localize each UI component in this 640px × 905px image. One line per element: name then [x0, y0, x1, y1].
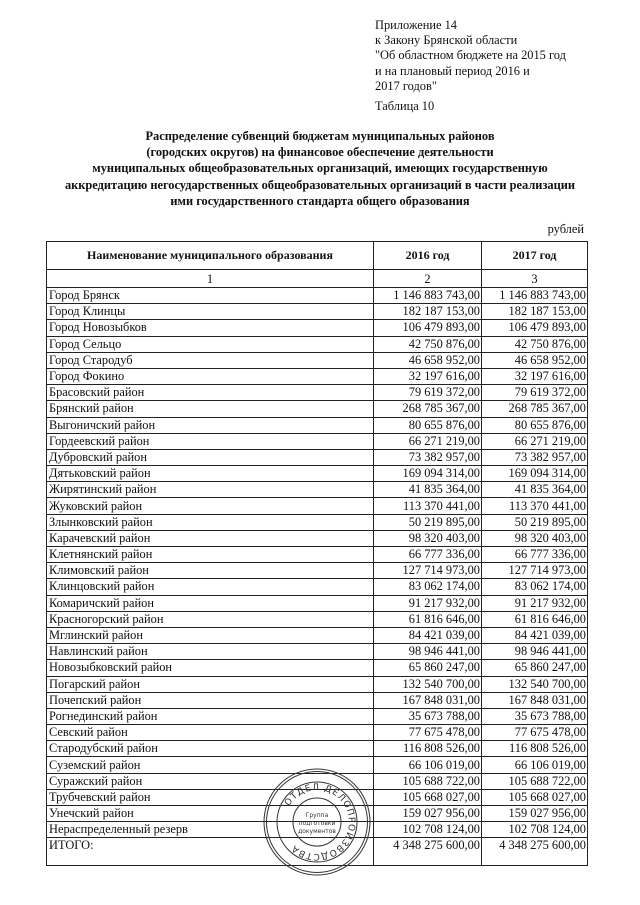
value-2016: 66 271 219,00 — [374, 433, 482, 449]
total-row — [47, 838, 588, 866]
value-2016: 1 146 883 743,00 — [374, 288, 482, 304]
table-row — [47, 449, 588, 465]
value-2016: 105 688 722,00 — [374, 773, 482, 789]
municipality-name: Город Брянск — [47, 288, 374, 304]
value-2016: 83 062 174,00 — [374, 579, 482, 595]
header-2017: 2017 год — [482, 242, 588, 270]
table-row — [47, 530, 588, 546]
value-2017: 116 808 526,00 — [482, 741, 588, 757]
value-2017: 84 421 039,00 — [482, 627, 588, 643]
municipality-name: Рогнединский район — [47, 708, 374, 724]
value-2017: 73 382 957,00 — [482, 449, 588, 465]
table-row — [47, 547, 588, 563]
value-2016: 182 187 153,00 — [374, 304, 482, 320]
stamp-center-line: подготовки — [298, 820, 336, 827]
municipality-name: Выгоничский район — [47, 417, 374, 433]
value-2016: 41 835 364,00 — [374, 482, 482, 498]
municipality-name: Комаричский район — [47, 595, 374, 611]
table-row — [47, 757, 588, 773]
municipality-name: Стародубский район — [47, 741, 374, 757]
value-2016: 4 348 275 600,00 — [374, 838, 482, 866]
appendix-line: к Закону Брянской области — [375, 33, 518, 48]
value-2017: 35 673 788,00 — [482, 708, 588, 724]
stamp-center-line: Группа — [305, 812, 329, 819]
value-2017: 50 219 895,00 — [482, 514, 588, 530]
table-row — [47, 417, 588, 433]
table-row — [47, 741, 588, 757]
value-2017: 98 946 441,00 — [482, 644, 588, 660]
value-2017: 41 835 364,00 — [482, 482, 588, 498]
value-2016: 61 816 646,00 — [374, 611, 482, 627]
municipality-name: Город Фокино — [47, 368, 374, 384]
municipality-name: Злынковский район — [47, 514, 374, 530]
table-row — [47, 482, 588, 498]
value-2016: 73 382 957,00 — [374, 449, 482, 465]
table-row — [47, 708, 588, 724]
table-row — [47, 288, 588, 304]
value-2017: 32 197 616,00 — [482, 368, 588, 384]
table-row — [47, 660, 588, 676]
value-2017: 66 106 019,00 — [482, 757, 588, 773]
value-2016: 32 197 616,00 — [374, 368, 482, 384]
table-row — [47, 433, 588, 449]
appendix-header — [375, 18, 566, 114]
municipality-name: Город Сельцо — [47, 336, 374, 352]
column-number: 2 — [374, 270, 482, 288]
municipality-name: Клетнянский район — [47, 547, 374, 563]
value-2017: 61 816 646,00 — [482, 611, 588, 627]
value-2017: 127 714 973,00 — [482, 563, 588, 579]
value-2016: 167 848 031,00 — [374, 692, 482, 708]
value-2016: 42 750 876,00 — [374, 336, 482, 352]
municipality-name: Гордеевский район — [47, 433, 374, 449]
table-row — [47, 466, 588, 482]
column-number: 1 — [47, 270, 374, 288]
value-2017: 98 320 403,00 — [482, 530, 588, 546]
municipality-name: Красногорский район — [47, 611, 374, 627]
value-2016: 66 777 336,00 — [374, 547, 482, 563]
value-2016: 268 785 367,00 — [374, 401, 482, 417]
value-2016: 102 708 124,00 — [374, 822, 482, 838]
table-row — [47, 336, 588, 352]
value-2017: 4 348 275 600,00 — [482, 838, 588, 866]
value-2016: 80 655 876,00 — [374, 417, 482, 433]
municipality-name: Дубровский район — [47, 449, 374, 465]
value-2017: 105 688 722,00 — [482, 773, 588, 789]
table-row — [47, 822, 588, 838]
value-2016: 50 219 895,00 — [374, 514, 482, 530]
column-number: 3 — [482, 270, 588, 288]
municipality-name: Брянский район — [47, 401, 374, 417]
appendix-line: Приложение 14 — [375, 18, 457, 32]
municipality-name: Навлинский район — [47, 644, 374, 660]
value-2017: 66 777 336,00 — [482, 547, 588, 563]
municipality-name: Город Стародуб — [47, 352, 374, 368]
table-row — [47, 401, 588, 417]
value-2016: 132 540 700,00 — [374, 676, 482, 692]
title-line: муниципальных общеобразовательных организаций, имеющих государственную — [92, 161, 548, 176]
stamp-outer-text: ОТДЕЛ ДЕЛОПРОИЗВОДСТВА — [283, 782, 357, 862]
title-line: ими государственного стандарта общего образования — [170, 193, 470, 208]
table-row — [47, 627, 588, 643]
value-2017: 46 658 952,00 — [482, 352, 588, 368]
value-2017: 159 027 956,00 — [482, 806, 588, 822]
municipality-name: Брасовский район — [47, 385, 374, 401]
value-2016: 91 217 932,00 — [374, 595, 482, 611]
value-2016: 65 860 247,00 — [374, 660, 482, 676]
value-2017: 169 094 314,00 — [482, 466, 588, 482]
value-2017: 83 062 174,00 — [482, 579, 588, 595]
value-2017: 182 187 153,00 — [482, 304, 588, 320]
table-row — [47, 514, 588, 530]
value-2016: 159 027 956,00 — [374, 806, 482, 822]
header-municipality: Наименование муниципального образования — [47, 242, 374, 270]
table-row — [47, 368, 588, 384]
appendix-line: и на плановый период 2016 и — [375, 63, 530, 78]
municipality-name: Нераспределенный резерв — [47, 822, 374, 838]
header-2016: 2016 год — [374, 242, 482, 270]
municipality-name: Суражский район — [47, 773, 374, 789]
value-2016: 77 675 478,00 — [374, 725, 482, 741]
municipality-name: Климовский район — [47, 563, 374, 579]
document-title — [40, 128, 600, 209]
value-2017: 132 540 700,00 — [482, 676, 588, 692]
table-row — [47, 320, 588, 336]
table-row — [47, 725, 588, 741]
value-2017: 80 655 876,00 — [482, 417, 588, 433]
table-row — [47, 385, 588, 401]
table-row — [47, 304, 588, 320]
appendix-line: 2017 годов" — [375, 78, 437, 93]
table-row — [47, 644, 588, 660]
value-2017: 102 708 124,00 — [482, 822, 588, 838]
value-2017: 167 848 031,00 — [482, 692, 588, 708]
table-row — [47, 595, 588, 611]
table-row — [47, 676, 588, 692]
value-2016: 169 094 314,00 — [374, 466, 482, 482]
title-line: (городских округов) на финансовое обеспечение деятельности — [146, 145, 494, 160]
municipality-name: Город Новозыбков — [47, 320, 374, 336]
municipality-name: Жуковский район — [47, 498, 374, 514]
table-row — [47, 579, 588, 595]
title-line: Распределение субвенций бюджетам муниципальных районов — [145, 129, 495, 143]
municipality-name: Карачевский район — [47, 530, 374, 546]
municipality-name: Новозыбковский район — [47, 660, 374, 676]
column-number-row — [47, 270, 588, 288]
subsidy-table — [46, 241, 588, 866]
value-2017: 105 668 027,00 — [482, 789, 588, 805]
value-2016: 79 619 372,00 — [374, 385, 482, 401]
municipality-name: Почепский район — [47, 692, 374, 708]
table-row — [47, 806, 588, 822]
table-row — [47, 789, 588, 805]
municipality-name: Дятьковский район — [47, 466, 374, 482]
value-2017: 1 146 883 743,00 — [482, 288, 588, 304]
value-2017: 65 860 247,00 — [482, 660, 588, 676]
value-2017: 106 479 893,00 — [482, 320, 588, 336]
value-2016: 66 106 019,00 — [374, 757, 482, 773]
municipality-name: Жирятинский район — [47, 482, 374, 498]
municipality-name: ИТОГО: — [47, 838, 374, 866]
value-2016: 127 714 973,00 — [374, 563, 482, 579]
value-2016: 106 479 893,00 — [374, 320, 482, 336]
value-2016: 116 808 526,00 — [374, 741, 482, 757]
value-2017: 77 675 478,00 — [482, 725, 588, 741]
appendix-line: "Об областном бюджете на 2015 год — [375, 48, 566, 63]
value-2016: 84 421 039,00 — [374, 627, 482, 643]
table-row — [47, 563, 588, 579]
header-row — [47, 242, 588, 270]
table-row — [47, 692, 588, 708]
municipality-name: Мглинский район — [47, 627, 374, 643]
municipality-name: Унечский район — [47, 806, 374, 822]
municipality-name: Город Клинцы — [47, 304, 374, 320]
municipality-name: Севский район — [47, 725, 374, 741]
municipality-name: Суземский район — [47, 757, 374, 773]
title-line: аккредитацию негосударственных общеобразовательных организаций в части реализации — [64, 177, 576, 192]
value-2016: 105 668 027,00 — [374, 789, 482, 805]
value-2016: 98 320 403,00 — [374, 530, 482, 546]
value-2017: 66 271 219,00 — [482, 433, 588, 449]
value-2017: 91 217 932,00 — [482, 595, 588, 611]
municipality-name: Погарский район — [47, 676, 374, 692]
table-row — [47, 498, 588, 514]
value-2017: 113 370 441,00 — [482, 498, 588, 514]
value-2016: 46 658 952,00 — [374, 352, 482, 368]
value-2017: 42 750 876,00 — [482, 336, 588, 352]
table-row — [47, 773, 588, 789]
municipality-name: Трубчевский район — [47, 789, 374, 805]
table-number: Таблица 10 — [375, 99, 435, 114]
table-row — [47, 611, 588, 627]
units-label: рублей — [547, 222, 584, 236]
value-2017: 268 785 367,00 — [482, 401, 588, 417]
value-2016: 35 673 788,00 — [374, 708, 482, 724]
table-row — [47, 352, 588, 368]
value-2016: 98 946 441,00 — [374, 644, 482, 660]
municipality-name: Клинцовский район — [47, 579, 374, 595]
value-2016: 113 370 441,00 — [374, 498, 482, 514]
value-2017: 79 619 372,00 — [482, 385, 588, 401]
stamp-center-line: документов — [298, 828, 336, 835]
